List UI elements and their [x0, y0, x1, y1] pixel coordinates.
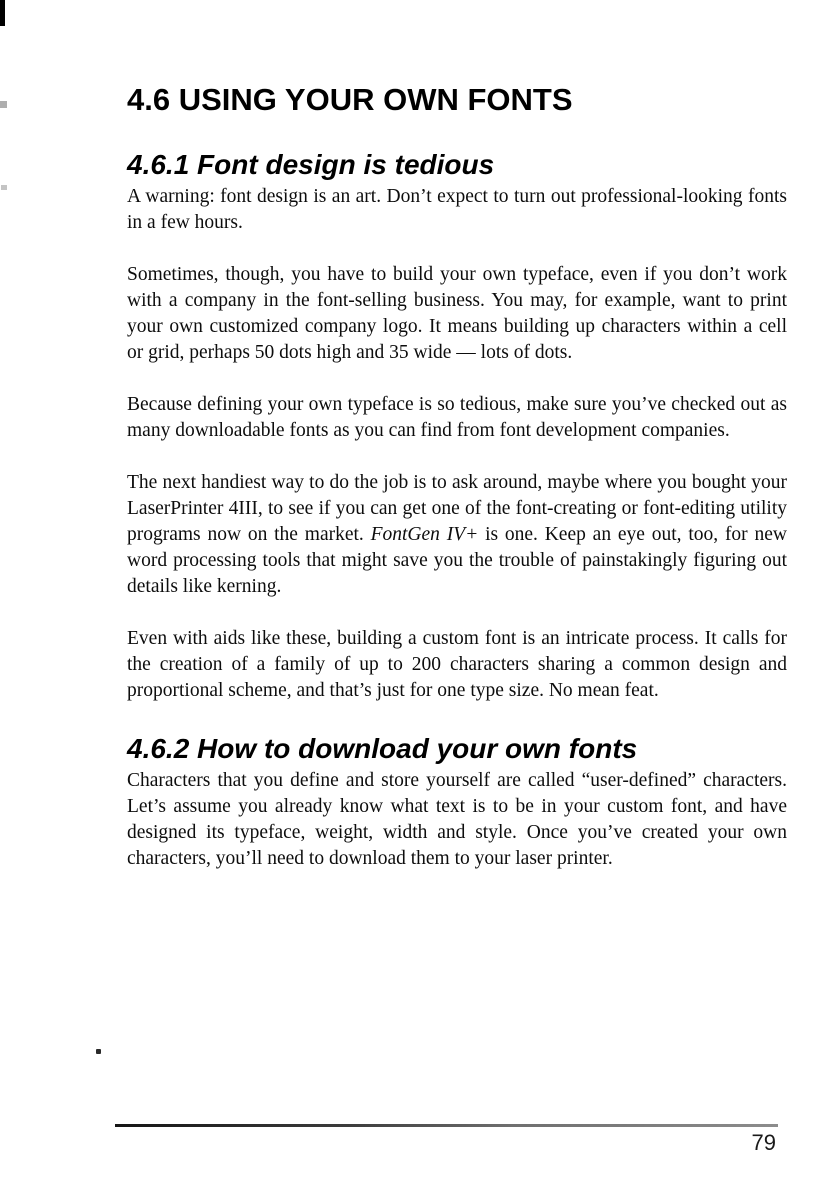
subsection-heading-462: 4.6.2 How to download your own fonts — [127, 733, 638, 764]
fontgen-product-name: FontGen IV+ — [370, 524, 479, 545]
paragraph-fontgen — [127, 470, 787, 600]
footer-rule — [115, 1124, 778, 1127]
paragraph-fontgen-after: is one. Keep an eye out, too, for new word processing tools that might save you the trouble of painstakingly figuring out details like kerning. — [127, 524, 787, 597]
scan-artifact-speck — [0, 101, 7, 108]
page-content — [127, 84, 787, 872]
scan-artifact-edge-bar — [0, 0, 5, 26]
paragraph-user-defined: Characters that you define and store yourself are called “user-defined” characters. Let’s assume you already know what text is to be in your custom font, and have designed its typeface, weight, width and style. Once you’ve created your own characters, you’ll need to download them to your laser printer. — [127, 770, 787, 869]
scan-artifact-dot — [96, 1049, 101, 1054]
subsection-heading-461: 4.6.1 Font design is tedious — [127, 149, 495, 180]
paragraph-build-typeface: Sometimes, though, you have to build your own typeface, even if you don’t work with a company in the font-selling business. You may, for example, want to print your own customized company logo. It means building up characters within a cell or grid, perhaps 50 dots high and 35 wide — lots of dots. — [127, 264, 787, 363]
scan-artifact-speck — [1, 185, 7, 190]
paragraph-fontgen-before: The next handiest way to do the job is to ask around, maybe where you bought your LaserPrinter 4III, to see if you can get one of the font-creating or font-editing utility programs now on the market. — [127, 472, 787, 545]
section-heading: 4.6 USING YOUR OWN FONTS — [127, 82, 573, 117]
paragraph-downloadable-fonts: Because defining your own typeface is so tedious, make sure you’ve checked out as many downloadable fonts as you can find from font development companies. — [127, 394, 787, 441]
paragraph-warning: A warning: font design is an art. Don’t expect to turn out professional-looking fonts in a few hours. — [127, 186, 787, 233]
page-number: 79 — [751, 1130, 776, 1155]
paragraph-intricate-process: Even with aids like these, building a custom font is an intricate process. It calls for the creation of a family of up to 200 characters sharing a common design and proportional scheme, and that’s just for one type size. No mean feat. — [127, 628, 787, 701]
